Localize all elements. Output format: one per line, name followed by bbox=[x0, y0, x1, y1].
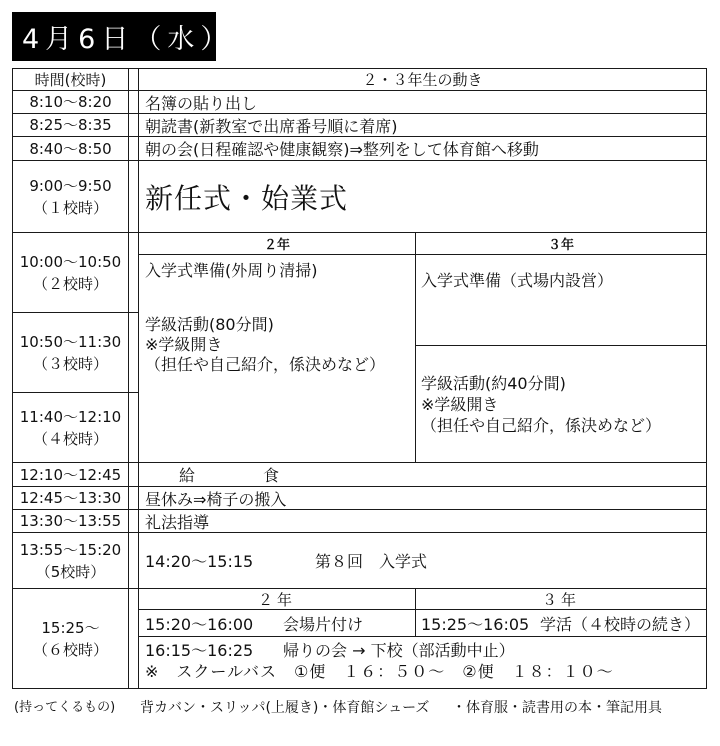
time-cell bbox=[12, 136, 129, 161]
grade2-activities-cell bbox=[138, 254, 416, 463]
time-cell-period-3 bbox=[12, 312, 129, 393]
period-label: （４校時） bbox=[32, 429, 108, 448]
grade2-homeroom-detail: （担任や自己紹介，係決めなど） bbox=[145, 355, 386, 374]
period-label: （２校時） bbox=[32, 274, 108, 293]
time-label: 8:25～8:35 bbox=[29, 116, 112, 134]
p6-grade3-subheader bbox=[415, 588, 707, 610]
activity-label: 朝の会(日程確認や健康観察)⇒整列をして体育館へ移動 bbox=[145, 140, 539, 159]
date-title: 4月6日（水） bbox=[22, 24, 234, 55]
grade2-homeroom-note: ※学級開き bbox=[145, 335, 223, 354]
grade3-homeroom: 学級活動(約40分間) bbox=[421, 374, 566, 393]
footer-label: (持ってくるもの) bbox=[14, 700, 116, 715]
time-label: 8:10～8:20 bbox=[29, 93, 112, 111]
header-time-cell bbox=[12, 68, 129, 91]
header-time-label: 時間(校時) bbox=[34, 70, 107, 89]
grade3-prep-cell bbox=[415, 254, 707, 346]
time-cell-period-4 bbox=[12, 392, 129, 463]
grade3-homeroom-note: ※学級開き bbox=[421, 395, 499, 414]
time-label: 12:45～13:30 bbox=[19, 489, 122, 507]
p6-grade3-cell bbox=[415, 609, 707, 637]
activity-cell bbox=[138, 113, 707, 137]
lunch-cell bbox=[138, 462, 707, 487]
activity-cell bbox=[138, 90, 707, 114]
time-label: 8:40～8:50 bbox=[29, 139, 112, 158]
period-label: （３校時） bbox=[32, 354, 108, 373]
lunch-label: 給 食 bbox=[179, 466, 292, 485]
period-label: （６校時） bbox=[32, 640, 108, 659]
period-label: （5校時） bbox=[35, 562, 106, 581]
grade2-time: 15:20～16:00 bbox=[145, 614, 254, 634]
closing-activity: 帰りの会 → 下校（部活動中止） bbox=[283, 641, 515, 660]
footer-items-b: ・体育服・読書用の本・筆記用具 bbox=[452, 700, 662, 716]
grade2-label: ２年 bbox=[263, 238, 290, 253]
closing-time: 16:15～16:25 bbox=[145, 641, 254, 660]
activity-cell bbox=[138, 136, 707, 161]
time-label: 15:25～ bbox=[41, 618, 100, 637]
grade2-activity: 会場片付け bbox=[283, 614, 364, 634]
time-cell bbox=[12, 509, 129, 533]
activity-label: 礼法指導 bbox=[145, 512, 210, 532]
activity-label: 昼休み⇒椅子の搬入 bbox=[145, 489, 287, 509]
time-cell-period-2 bbox=[12, 232, 129, 313]
time-label: 10:00～10:50 bbox=[19, 252, 122, 271]
activity-cell bbox=[138, 509, 707, 533]
bus-note: ※ スクールバス ①便 １６：５０～ ②便 １８：１０～ bbox=[145, 662, 614, 681]
period-label: （１校時） bbox=[32, 198, 108, 217]
time-cell-period-1 bbox=[12, 160, 129, 233]
closing-cell bbox=[138, 636, 707, 689]
grade3-prep: 入学式準備（式場内設営） bbox=[421, 271, 614, 290]
time-label: 9:00～9:50 bbox=[29, 176, 112, 195]
time-cell bbox=[12, 462, 129, 487]
grade2-label: ２年 bbox=[257, 590, 296, 609]
grade3-homeroom-detail: （担任や自己紹介，係決めなど） bbox=[421, 416, 662, 435]
ceremony-title: 新任式・始業式 bbox=[145, 181, 349, 215]
activity-label: 朝読書(新教室で出席番号順に着席) bbox=[145, 116, 398, 136]
header-activity-label: ２・３年生の動き bbox=[362, 71, 483, 89]
grade3-label: ３年 bbox=[547, 238, 574, 253]
time-label: 12:10～12:45 bbox=[19, 465, 122, 484]
time-label: 10:50～11:30 bbox=[19, 332, 122, 351]
time-cell bbox=[12, 90, 129, 114]
p6-grade2-subheader bbox=[138, 588, 416, 610]
grade3-time: 15:25～16:05 bbox=[421, 614, 530, 634]
activity-cell bbox=[138, 486, 707, 510]
time-label: 13:30～13:55 bbox=[19, 512, 122, 530]
ceremony-cell bbox=[138, 160, 707, 233]
grade2-prep: 入学式準備(外周り清掃) bbox=[145, 261, 318, 280]
grade3-homeroom-cell bbox=[415, 345, 707, 463]
time-label: 13:55～15:20 bbox=[19, 540, 122, 559]
time-label: 11:40～12:10 bbox=[19, 407, 122, 426]
time-cell bbox=[12, 486, 129, 510]
grade3-subheader bbox=[415, 232, 707, 255]
grade2-homeroom: 学級活動(80分間) bbox=[145, 315, 274, 334]
event-time: 14:20～15:15 bbox=[145, 552, 254, 571]
grade3-activity: 学活（４校時の続き） bbox=[540, 614, 701, 634]
header-activity-cell bbox=[138, 68, 707, 91]
footer-items-a: 背カバン・スリッパ(上履き)・体育館シューズ bbox=[140, 700, 430, 716]
time-cell-period-5 bbox=[12, 532, 129, 589]
event-title: 第８回 入学式 bbox=[315, 552, 428, 571]
entrance-ceremony-cell bbox=[138, 532, 707, 589]
grade3-label: ３年 bbox=[541, 590, 580, 609]
activity-label: 名簿の貼り出し bbox=[145, 93, 258, 113]
time-cell-period-6 bbox=[12, 588, 129, 689]
p6-grade2-cell bbox=[138, 609, 416, 637]
grade2-subheader bbox=[138, 232, 416, 255]
closing-line bbox=[145, 640, 706, 661]
time-cell bbox=[12, 113, 129, 137]
